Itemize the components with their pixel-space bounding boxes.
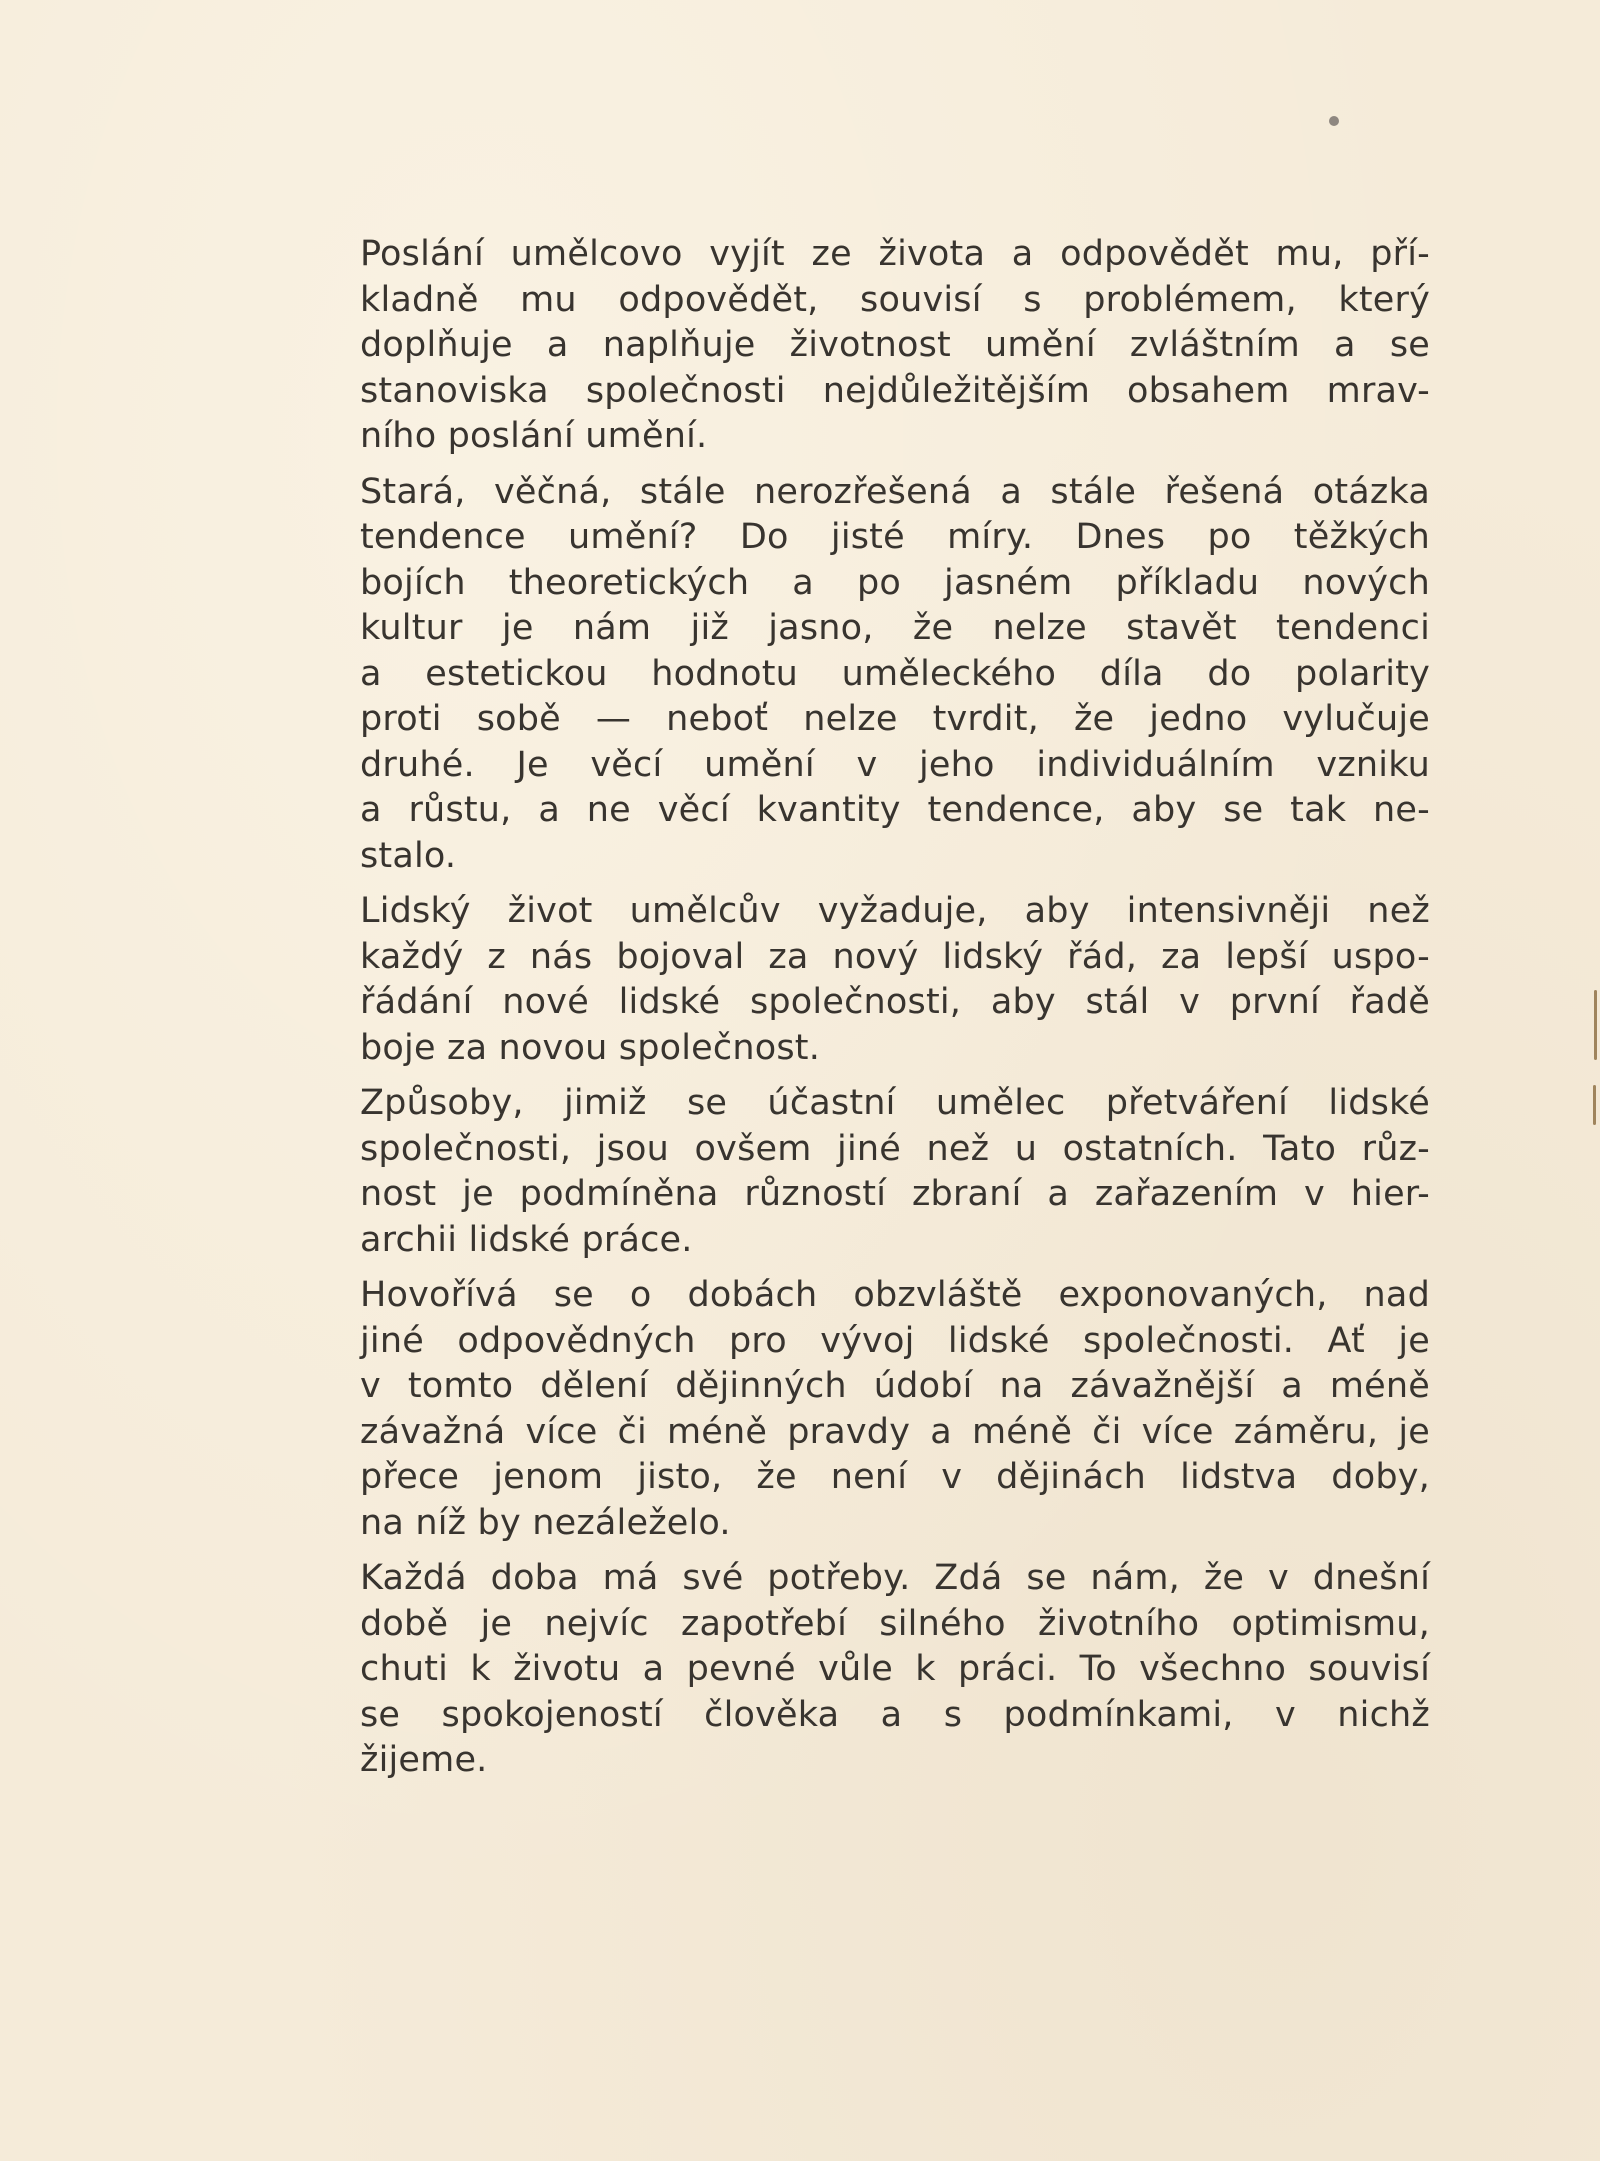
text-line: doplňuje a naplňuje životnost umění zvláštním a se	[360, 325, 1430, 365]
text-line: se spokojeností člověka a s podmínkami, v nichž	[360, 1694, 1430, 1735]
text-line: žijeme.	[360, 1740, 488, 1780]
text-line: Lidský život umělcův vyžaduje, aby intensivněji než	[360, 891, 1430, 931]
text-line: nost je podmíněna růzností zbraní a zařazením v hier-	[360, 1174, 1430, 1214]
text-line: Hovořívá se o dobách obzvláště exponovaných, nad	[360, 1275, 1430, 1315]
text-line: závažná více či méně pravdy a méně či více záměru, je	[360, 1411, 1430, 1452]
text-line: tendence umění? Do jisté míry. Dnes po těžkých	[360, 517, 1430, 557]
text-line: Stará, věčná, stále nerozřešená a stále řešená otázka	[360, 471, 1430, 512]
text-line: Poslání umělcovo vyjít ze života a odpovědět mu, pří-	[360, 234, 1430, 274]
text-line: jiné odpovědných pro vývoj lidské společnosti. Ať je	[360, 1320, 1430, 1361]
text-line: a estetickou hodnotu uměleckého díla do polarity	[360, 653, 1430, 694]
text-line: společnosti, jsou ovšem jiné než u ostatních. Tato růz-	[360, 1128, 1430, 1169]
text-line: a růstu, a ne věcí kvantity tendence, aby se tak ne-	[360, 790, 1430, 830]
text-line: přece jenom jisto, že není v dějinách lidstva doby,	[360, 1457, 1430, 1497]
edge-mark	[1594, 990, 1597, 1060]
text-line: na níž by nezáleželo.	[360, 1502, 731, 1543]
text-line: kultur je nám již jasno, že nelze stavět tendenci	[360, 608, 1430, 648]
text-line: archii lidské práce.	[360, 1219, 693, 1260]
text-line: Každá doba má své potřeby. Zdá se nám, že v dnešní	[360, 1558, 1430, 1598]
text-line: stalo.	[360, 835, 457, 876]
edge-mark	[1593, 1085, 1596, 1125]
text-line: boje za novou společnost.	[360, 1027, 821, 1068]
paragraph-5	[360, 1273, 1430, 1546]
body-text	[360, 232, 1430, 1794]
paragraph-4	[360, 1081, 1430, 1263]
text-line: druhé. Je věcí umění v jeho individuálním vzniku	[360, 744, 1430, 785]
text-line: proti sobě — neboť nelze tvrdit, že jedno vylučuje	[360, 699, 1430, 739]
text-line: v tomto dělení dějinných údobí na závažnější a méně	[360, 1366, 1430, 1406]
text-line: každý z nás bojoval za nový lidský řád, za lepší uspo-	[360, 936, 1430, 977]
text-line: bojích theoretických a po jasném příkladu nových	[360, 562, 1430, 603]
paper-speck	[1329, 116, 1339, 126]
text-line: ního poslání umění.	[360, 416, 708, 456]
text-line: kladně mu odpovědět, souvisí s problémem, který	[360, 279, 1430, 320]
text-line: stanoviska společnosti nejdůležitějším obsahem mrav-	[360, 370, 1430, 411]
paragraph-2	[360, 470, 1430, 880]
text-line: řádání nové lidské společnosti, aby stál v první řadě	[360, 982, 1430, 1022]
text-line: době je nejvíc zapotřebí silného životního optimismu,	[360, 1603, 1430, 1644]
paragraph-6	[360, 1556, 1430, 1784]
paragraph-1	[360, 232, 1430, 460]
text-line: Způsoby, jimiž se účastní umělec přetváření lidské	[360, 1083, 1430, 1123]
text-line: chuti k životu a pevné vůle k práci. To všechno souvisí	[360, 1649, 1430, 1689]
paragraph-3	[360, 889, 1430, 1071]
